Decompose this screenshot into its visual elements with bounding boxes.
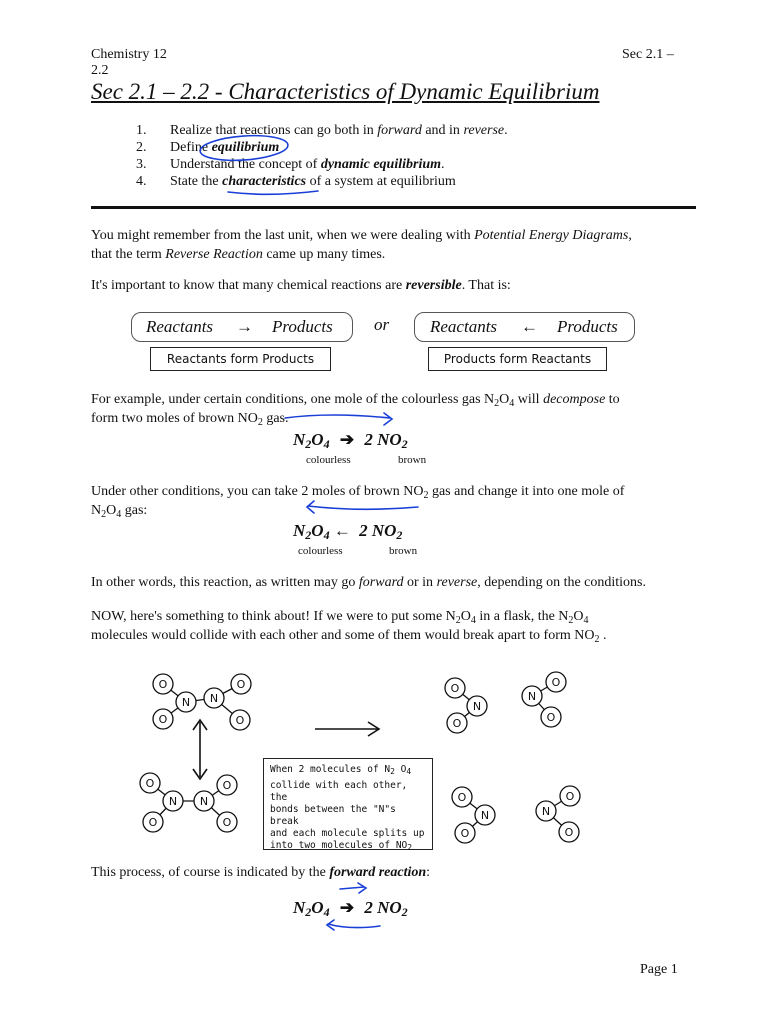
forward-arrow-annotation xyxy=(285,413,392,425)
now-paragraph: NOW, here's something to think about! If we were to put some $N_2O_4$ in a flask, the $N_2O_4$ molecules would collide with each other and some of them would break apart to form $NO_2$ . xyxy=(91,609,607,645)
example-combine: Under other conditions, you can take 2 moles of brown $NO_2$ gas and change it into one mole of $N_2O_4$ gas: xyxy=(91,484,625,520)
forward-label: Reactants form Products xyxy=(150,347,331,371)
svg-text:O: O xyxy=(546,711,556,724)
label-brown: brown xyxy=(398,454,427,466)
forward-arrow-annotation xyxy=(340,883,366,893)
svg-text:N: N xyxy=(209,692,219,705)
or-word: or xyxy=(374,315,390,334)
underline-characteristics-annotation xyxy=(228,191,318,194)
svg-text:O: O xyxy=(457,791,467,804)
svg-text:N: N xyxy=(472,700,482,713)
page-title: Sec 2.1 – 2.2 - Characteristics of Dynamic Equilibrium xyxy=(91,79,600,104)
svg-text:O: O xyxy=(222,779,232,792)
forward-reaction-box: Reactants → Products xyxy=(131,312,353,342)
svg-text:N: N xyxy=(480,809,490,822)
reverse-arrow-annotation xyxy=(327,920,380,930)
header-section-overflow: 2.2 xyxy=(91,63,109,78)
svg-text:O: O xyxy=(145,777,155,790)
reversible-paragraph: It's important to know that many chemical reactions are reversible. That is: xyxy=(91,278,511,293)
reaction-arrow-icon: ➔ xyxy=(339,898,355,917)
svg-text:O: O xyxy=(452,717,462,730)
label-brown: brown xyxy=(389,545,418,557)
svg-text:N: N xyxy=(541,805,551,818)
reaction-arrow-icon xyxy=(315,722,379,736)
svg-text:N: N xyxy=(199,795,209,808)
label-colourless: colourless xyxy=(306,454,351,466)
svg-text:N: N xyxy=(527,690,537,703)
equation-forward: $N_2O_4$ ➔ 2 $NO_2$ xyxy=(293,430,408,451)
header-section: Sec 2.1 – xyxy=(622,47,674,62)
svg-text:O: O xyxy=(236,678,246,691)
other-words-paragraph: In other words, this reaction, as written may go forward or in reverse, depending on the conditions. xyxy=(91,575,647,590)
svg-text:O: O xyxy=(222,816,232,829)
circle-equilibrium-annotation xyxy=(199,133,288,163)
label-colourless: colourless xyxy=(298,545,343,557)
term-equilibrium: equilibrium xyxy=(211,140,280,155)
intro-paragraph: You might remember from the last unit, when we were dealing with Potential Energy Diagrams, that the term Reverse Reaction came up many times. xyxy=(91,228,632,262)
svg-text:O: O xyxy=(158,678,168,691)
reverse-reaction-box: Reactants ← Products xyxy=(414,312,635,342)
svg-text:O: O xyxy=(460,827,470,840)
svg-text:O: O xyxy=(565,790,575,803)
page-number: Page 1 xyxy=(640,962,678,977)
collision-note-box: When 2 molecules of $N_2$ $O_4$ collide with each other, the bonds between the "N"s break and each molecule splits up into two molecules of $NO_2$ xyxy=(263,758,433,850)
equation-forward-final: $N_2O_4$ ➔ 2 $NO_2$ xyxy=(293,898,408,919)
reaction-arrow-icon: ➔ xyxy=(339,430,355,449)
reverse-label: Products form Reactants xyxy=(428,347,607,371)
reverse-arrow-annotation xyxy=(307,501,418,513)
svg-text:N: N xyxy=(181,696,191,709)
svg-text:O: O xyxy=(158,713,168,726)
collision-arrow-icon xyxy=(193,720,207,779)
svg-text:O: O xyxy=(235,714,245,727)
svg-text:O: O xyxy=(551,676,561,689)
reaction-arrow-left-icon: ← xyxy=(333,521,351,540)
svg-text:N: N xyxy=(168,795,178,808)
example-decompose: For example, under certain conditions, one mole of the colourless gas $N_2O_4$ will decompose to form two moles of brown $NO_2$ gas. xyxy=(91,392,620,428)
process-paragraph: This process, of course is indicated by the forward reaction: xyxy=(91,865,431,880)
header-course: Chemistry 12 xyxy=(91,47,167,62)
svg-text:O: O xyxy=(148,816,158,829)
svg-text:O: O xyxy=(450,682,460,695)
svg-text:O: O xyxy=(564,826,574,839)
equation-reverse: $N_2O_4$ ← 2 $NO_2$ xyxy=(293,521,403,542)
